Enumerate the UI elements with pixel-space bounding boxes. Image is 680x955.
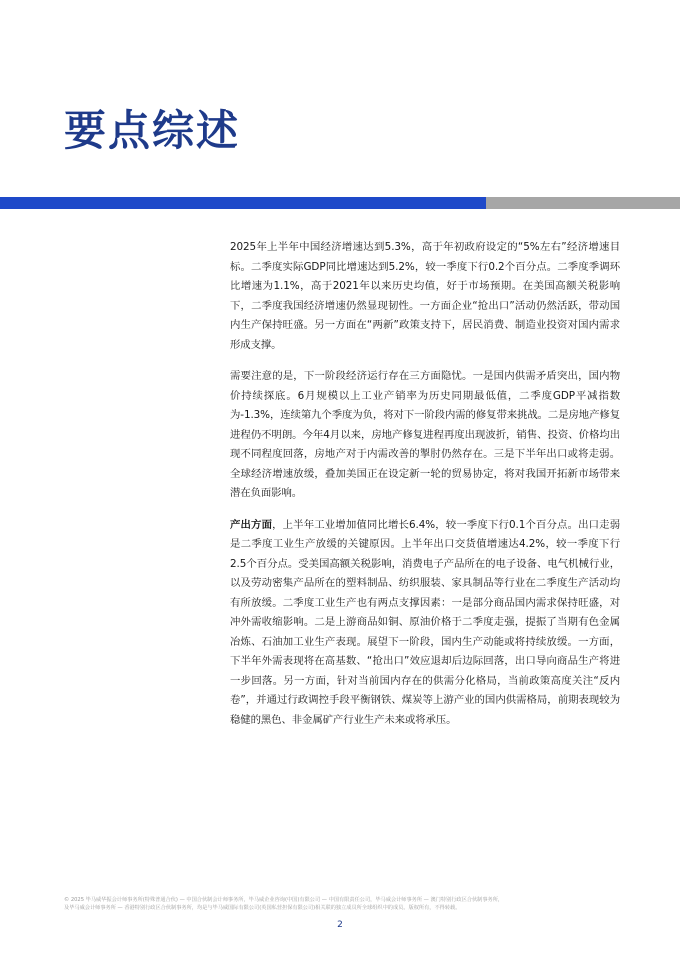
paragraph-text: ，上半年工业增加值同比增长6.4%，较一季度下行0.1个百分点。出口走弱是二季度工业生产放缓的关键原因。上半年出口交货值增速达4.2%，较一季度下行2.5个百分点。受美国高额关税影响，消费电子产品所在的电子设备、电气机械行业，以及劳动密集产品所在的塑料制品、纺织服装、家具制品等行业在二季度生产活动均有所放缓。二季度工业生产也有两点支撑因素：一是部分商品国内需求保持旺盛，对冲外需收缩影响。二是上游商品如铜、原油价格于二季度走强，提振了当期有色金属冶炼、石油加工业生产表现。展望下一阶段，国内生产动能或将持续放缓。一方面，下半年外需表现将在高基数、“抢出口”效应退却后边际回落，出口导向商品生产将进一步回落。另一方面，针对当前国内存在的供需分化格局，当前政策高度关注“反内卷”，并通过行政调控手段平衡钢铁、煤炭等上游产业的国内供需格局，前期表现较为稳健的黑色、非金属矿产行业生产未来或将承压。 [230, 518, 620, 726]
paragraph-text: 需要注意的是，下一阶段经济运行存在三方面隐忧。一是国内供需矛盾突出，国内物价持续探底。6月规模以上工业产销率为历史同期最低值，二季度GDP平减指数为-1.3%，连续第九个季度为负，将对下一阶段内需的修复带来挑战。二是房地产修复进程仍不明朗。今年4月以来，房地产修复进程再度出现波折，销售、投资、价格均出现不同程度回落，房地产对于内需改善的掣肘仍然存在。三是下半年出口或将走弱。全球经济增速放缓，叠加美国正在设定新一轮的贸易协定，将对我国开拓新市场带来潜在负面影响。 [230, 370, 620, 499]
header-divider-blue [0, 197, 486, 209]
paragraph-risks [230, 367, 620, 504]
header-divider-gray [486, 197, 680, 209]
paragraph-output [230, 516, 620, 731]
paragraph-overview [230, 238, 620, 355]
footer-line: 及毕马威会计师事务所 — 香港特别行政区合伙制事务所，均是与毕马威国际有限公司(英国私营担保有限公司)相关联的独立成员所全球组织中的成员。版权所有，不得转载。 [64, 905, 461, 911]
page-title: 要点综述 [64, 106, 241, 155]
body-content [230, 238, 620, 742]
paragraph-text: 2025年上半年中国经济增速达到5.3%，高于年初政府设定的“5%左右”经济增速目标。二季度实际GDP同比增速达到5.2%，较一季度下行0.2个百分点。二季度季调环比增速为1.1%，高于2021年以来历史均值，好于市场预期。在美国高额关税影响下，二季度我国经济增速仍然显现韧性。一方面企业“抢出口”活动仍然活跃，带动国内生产保持旺盛。另一方面在“两新”政策支持下，居民消费、制造业投资对国内需求形成支撑。 [230, 241, 620, 351]
page-number: 2 [337, 920, 343, 930]
paragraph-lead: 产出方面 [230, 518, 273, 531]
footer-disclaimer [64, 896, 620, 912]
footer-line: © 2025 毕马威华振会计师事务所(特殊普通合伙) — 中国合伙制会计师事务所，毕马威企业咨询(中国)有限公司 — 中国有限责任公司，毕马威会计师事务所 — 澳门特别行政区合伙制事务所， [64, 897, 504, 903]
